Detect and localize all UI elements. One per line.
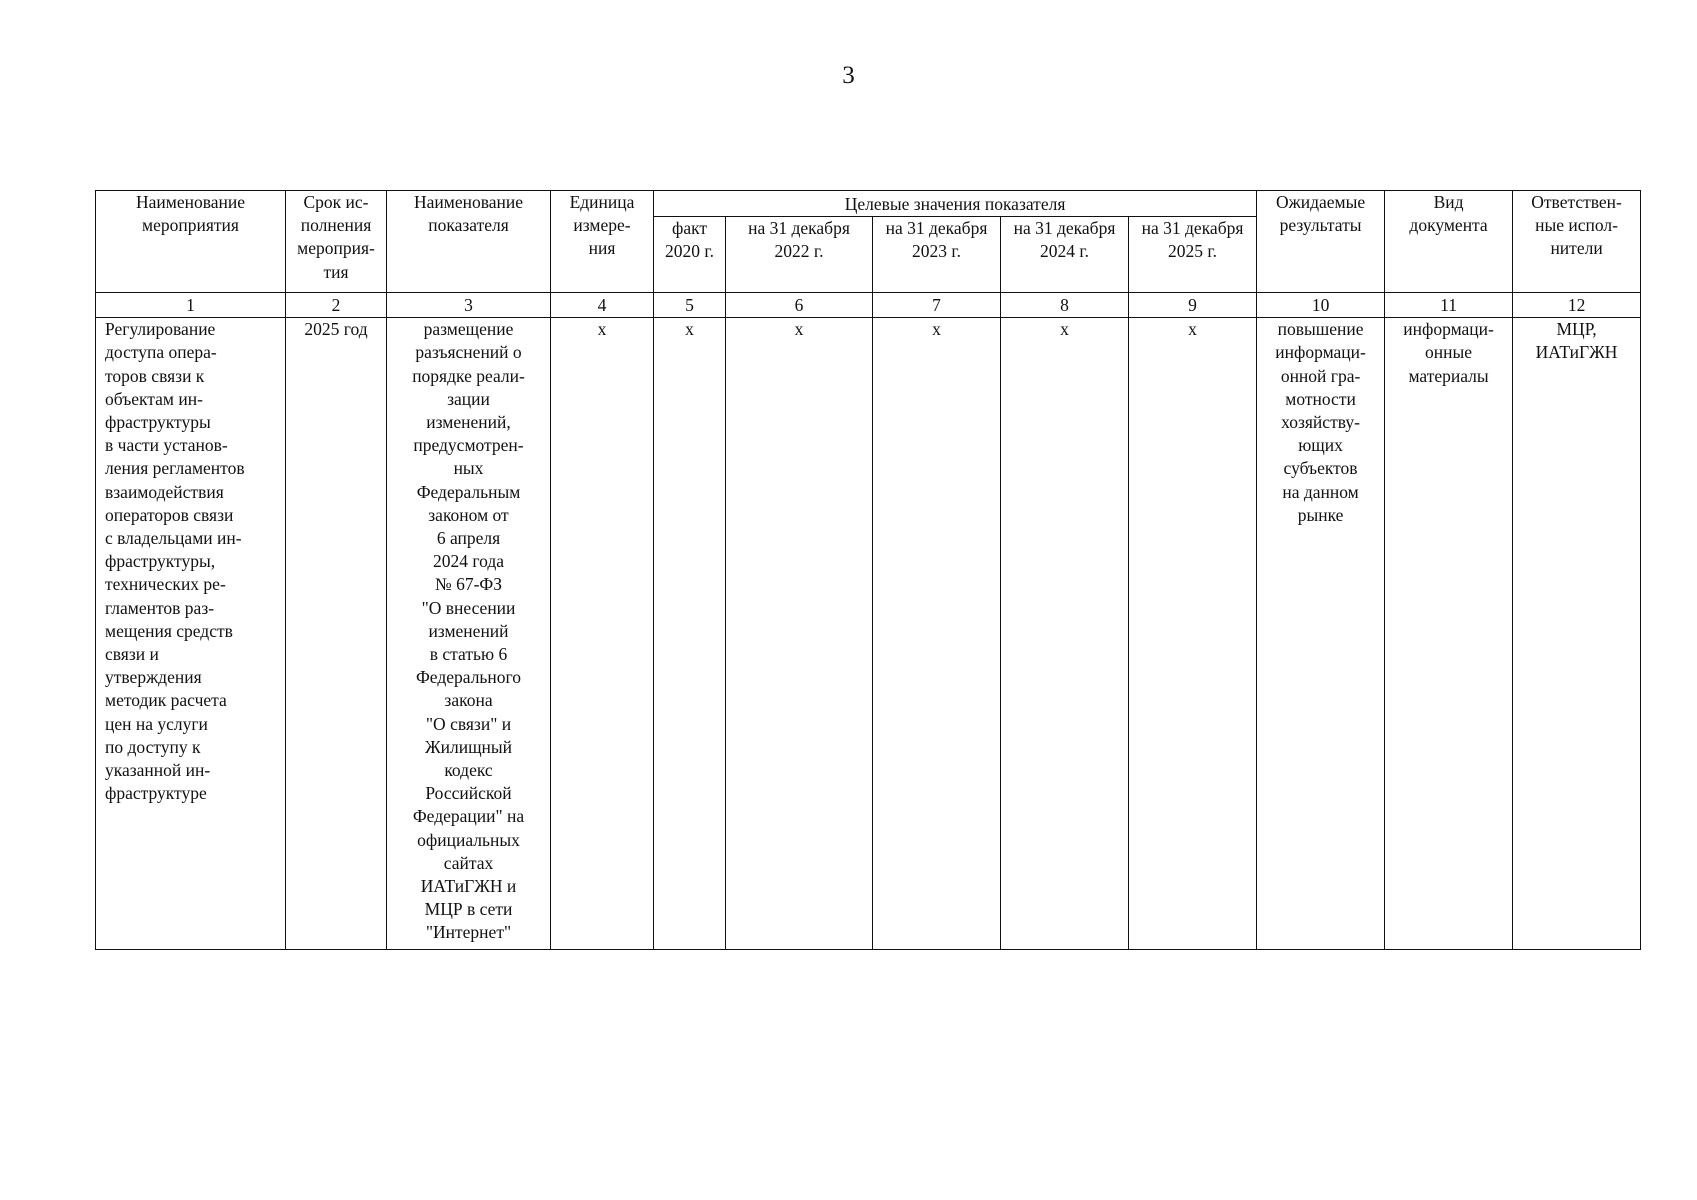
column-number: 6 bbox=[726, 293, 873, 318]
cell-indicator-name: размещение разъяснений о порядке реали- зации изменений, предусмотрен- ных Федеральным законом от 6 апреля 2024 года № 67-ФЗ "О внесении изменений в статью 6 Федерального закона "О связи" и Жилищный кодекс Российской Федерации" на официальных сайтах ИАТиГЖН и МЦР в сети "Интернет" bbox=[387, 318, 551, 950]
column-number: 7 bbox=[873, 293, 1001, 318]
header-target-2025: на 31 декабря 2025 г. bbox=[1129, 217, 1257, 293]
header-target-2024: на 31 декабря 2024 г. bbox=[1001, 217, 1129, 293]
cell-expected-results: повышение информаци- онной гра- мотности хозяйству- ющих субъектов на данном рынке bbox=[1257, 318, 1385, 950]
column-number: 5 bbox=[654, 293, 726, 318]
header-target-values-group: Целевые значения показателя bbox=[654, 191, 1257, 217]
header-target-2020: факт 2020 г. bbox=[654, 217, 726, 293]
cell-deadline: 2025 год bbox=[286, 318, 387, 950]
header-target-2022: на 31 декабря 2022 г. bbox=[726, 217, 873, 293]
header-document-type: Вид документа bbox=[1385, 191, 1513, 293]
column-number: 3 bbox=[387, 293, 551, 318]
cell-document-type: информаци- онные материалы bbox=[1385, 318, 1513, 950]
column-number: 12 bbox=[1513, 293, 1641, 318]
table-row bbox=[96, 318, 1641, 950]
cell-value-2025: х bbox=[1129, 318, 1257, 950]
cell-value-2022: х bbox=[726, 318, 873, 950]
column-number: 9 bbox=[1129, 293, 1257, 318]
header-unit: Единица измере- ния bbox=[551, 191, 654, 293]
column-number: 8 bbox=[1001, 293, 1129, 318]
page-number: 3 bbox=[842, 62, 855, 89]
header-event-name: Наименование мероприятия bbox=[96, 191, 286, 293]
header-responsible: Ответствен- ные испол- нители bbox=[1513, 191, 1641, 293]
header-indicator-name: Наименование показателя bbox=[387, 191, 551, 293]
cell-value-2023: х bbox=[873, 318, 1001, 950]
cell-unit: х bbox=[551, 318, 654, 950]
cell-responsible: МЦР, ИАТиГЖН bbox=[1513, 318, 1641, 950]
column-number: 11 bbox=[1385, 293, 1513, 318]
cell-value-2024: х bbox=[1001, 318, 1129, 950]
cell-value-2020: х bbox=[654, 318, 726, 950]
column-number: 2 bbox=[286, 293, 387, 318]
column-number: 4 bbox=[551, 293, 654, 318]
cell-event-name: Регулирование доступа опера- торов связи к объектам ин- фраструктуры в части установ- ления регламентов взаимодействия операторов связи с владельцами ин- фраструктуры, технических ре- гламентов раз- мещения средств связи и утверждения методик расчета цен на услуги по доступу к указанной ин- фраструктуре bbox=[96, 318, 286, 950]
column-number: 1 bbox=[96, 293, 286, 318]
header-expected-results: Ожидаемые результаты bbox=[1257, 191, 1385, 293]
action-plan-table bbox=[95, 190, 1641, 950]
header-deadline: Срок ис- полнения мероприя- тия bbox=[286, 191, 387, 293]
header-target-2023: на 31 декабря 2023 г. bbox=[873, 217, 1001, 293]
column-number: 10 bbox=[1257, 293, 1385, 318]
